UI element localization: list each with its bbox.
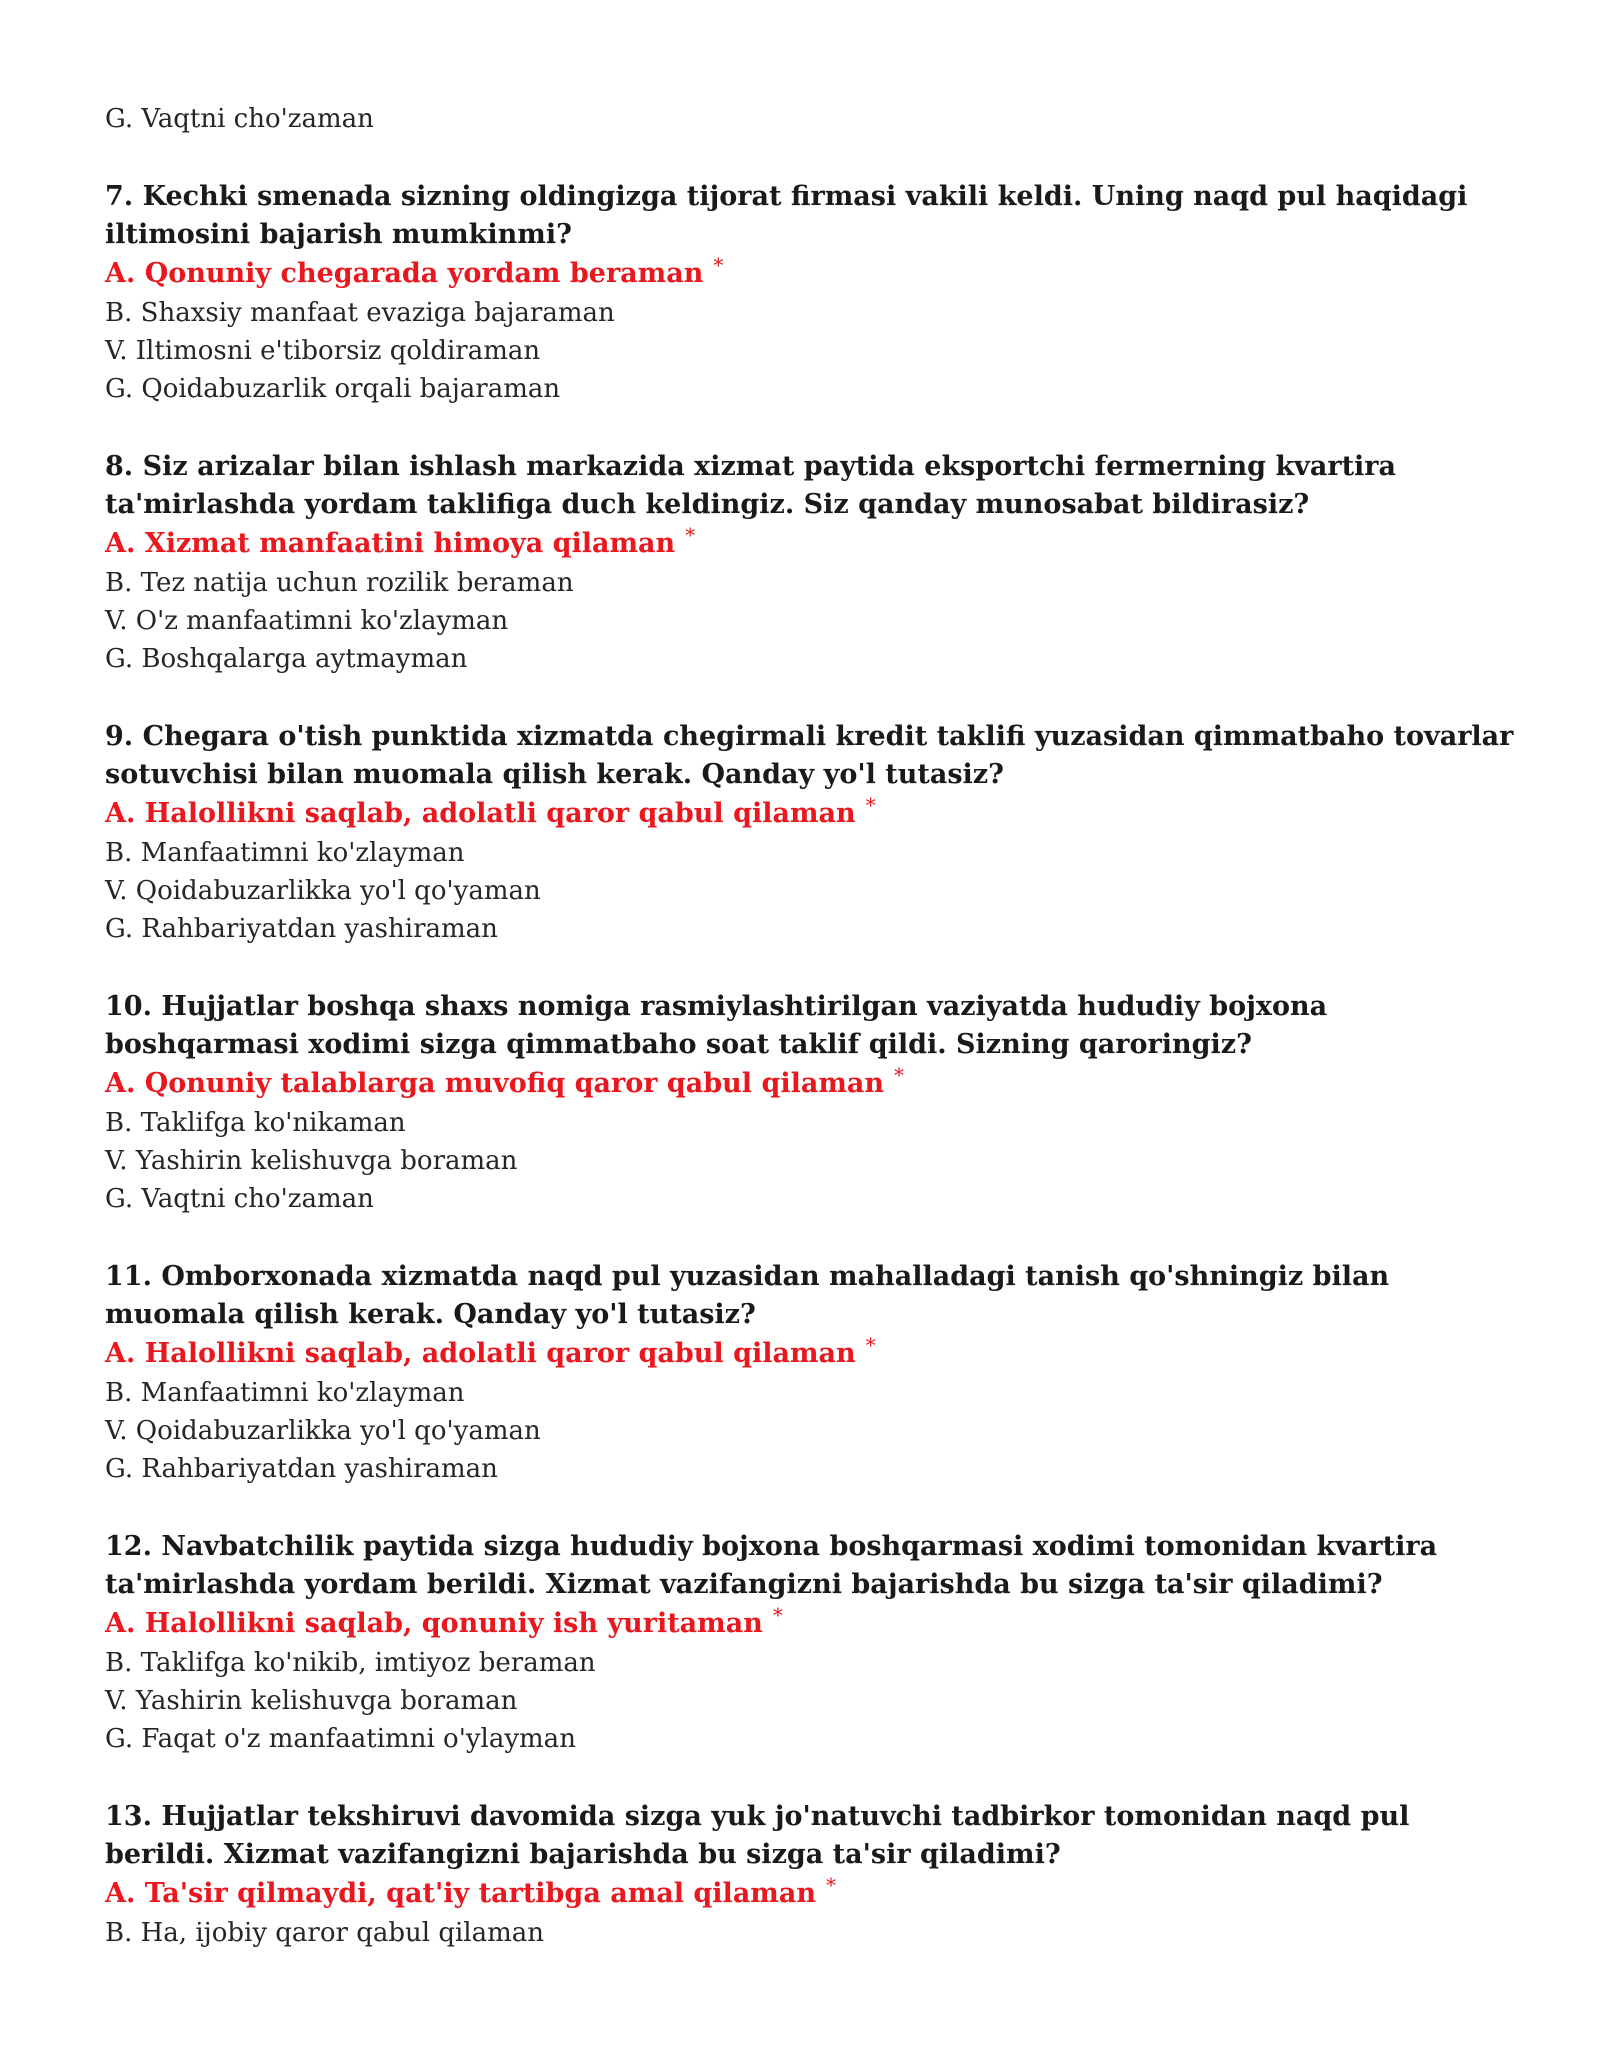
- correct-answer-text: A. Ta'sir qilmaydi, qat'iy tartibga amal qilaman: [105, 1878, 817, 1909]
- question-block: [105, 718, 1515, 948]
- answer-option: G. Vaqtni cho'zaman: [105, 1184, 374, 1214]
- answer-option: B. Manfaatimni ko'zlayman: [105, 838, 465, 868]
- question-block: [105, 1798, 1515, 1952]
- question-block: [105, 448, 1515, 678]
- correct-answer-text: A. Xizmat manfaatini himoya qilaman: [105, 528, 676, 559]
- answer-option: B. Ha, ijobiy qaror qabul qilaman: [105, 1918, 544, 1948]
- answer-option: V. Yashirin kelishuvga boraman: [105, 1146, 518, 1176]
- answer-option: V. Qoidabuzarlikka yo'l qo'yaman: [105, 876, 541, 906]
- question-block: [105, 178, 1515, 408]
- correct-answer: [105, 254, 1515, 294]
- question-text: 12. Navbatchilik paytida sizga hududiy bojxona boshqarmasi xodimi tomonidan kvartira ta'mirlashda yordam berildi. Xizmat vazifangizni bajarishda bu sizga ta'sir qiladimi?: [105, 1531, 1438, 1600]
- correct-answer: [105, 1064, 1515, 1104]
- answer-option: B. Taklifga ko'nikib, imtiyoz beraman: [105, 1648, 596, 1678]
- correct-mark: *: [826, 1873, 837, 1897]
- correct-answer: [105, 524, 1515, 564]
- question-block: [105, 1528, 1515, 1758]
- correct-mark: *: [772, 1603, 783, 1627]
- answer-option: G. Faqat o'z manfaatimni o'ylayman: [105, 1724, 576, 1754]
- correct-mark: *: [865, 1333, 876, 1357]
- correct-mark: *: [894, 1063, 905, 1087]
- option-g: G. Vaqtni cho'zaman: [105, 104, 374, 134]
- correct-answer-text: A. Qonuniy talablarga muvofiq qaror qabul qilaman: [105, 1068, 885, 1099]
- answer-option: G. Rahbariyatdan yashiraman: [105, 914, 498, 944]
- answer-option: V. Yashirin kelishuvga boraman: [105, 1686, 518, 1716]
- answer-option: G. Rahbariyatdan yashiraman: [105, 1454, 498, 1484]
- question-text: 10. Hujjatlar boshqa shaxs nomiga rasmiylashtirilgan vaziyatda hududiy bojxona boshqarmasi xodimi sizga qimmatbaho soat taklif qildi. Sizning qaroringiz?: [105, 991, 1328, 1060]
- correct-mark: *: [685, 523, 696, 547]
- answer-option: B. Shaxsiy manfaat evaziga bajaraman: [105, 298, 615, 328]
- document-page: [105, 100, 1515, 1952]
- question-list: [105, 178, 1515, 1952]
- correct-answer-text: A. Qonuniy chegarada yordam beraman: [105, 258, 704, 289]
- answer-option: B. Manfaatimni ko'zlayman: [105, 1378, 465, 1408]
- correct-mark: *: [865, 793, 876, 817]
- question-text: 13. Hujjatlar tekshiruvi davomida sizga yuk jo'natuvchi tadbirkor tomonidan naqd pul berildi. Xizmat vazifangizni bajarishda bu sizga ta'sir qiladimi?: [105, 1801, 1410, 1870]
- answer-option: B. Taklifga ko'nikaman: [105, 1108, 406, 1138]
- correct-answer-text: A. Halollikni saqlab, qonuniy ish yuritaman: [105, 1608, 763, 1639]
- question-text: 11. Omborxonada xizmatda naqd pul yuzasidan mahalladagi tanish qo'shningiz bilan muomala qilish kerak. Qanday yo'l tutasiz?: [105, 1261, 1390, 1330]
- correct-answer: [105, 1334, 1515, 1374]
- correct-mark: *: [713, 253, 724, 277]
- question-text: 7. Kechki smenada sizning oldingizga tijorat firmasi vakili keldi. Uning naqd pul haqidagi iltimosini bajarish mumkinmi?: [105, 181, 1468, 250]
- answer-option: V. O'z manfaatimni ko'zlayman: [105, 606, 509, 636]
- answer-option: G. Qoidabuzarlik orqali bajaraman: [105, 374, 561, 404]
- question-text: 9. Chegara o'tish punktida xizmatda chegirmali kredit taklifi yuzasidan qimmatbaho tovarlar sotuvchisi bilan muomala qilish kerak. Qanday yo'l tutasiz?: [105, 721, 1514, 790]
- answer-option: G. Boshqalarga aytmayman: [105, 644, 468, 674]
- question-text: 8. Siz arizalar bilan ishlash markazida xizmat paytida eksportchi fermerning kvartira ta'mirlashda yordam taklifiga duch keldingiz. Siz qanday munosabat bildirasiz?: [105, 451, 1397, 520]
- correct-answer: [105, 1874, 1515, 1914]
- question-block: [105, 1258, 1515, 1488]
- correct-answer: [105, 794, 1515, 834]
- answer-option: V. Iltimosni e'tiborsiz qoldiraman: [105, 336, 541, 366]
- correct-answer: [105, 1604, 1515, 1644]
- question-block: [105, 988, 1515, 1218]
- answer-option: B. Tez natija uchun rozilik beraman: [105, 568, 574, 598]
- correct-answer-text: A. Halollikni saqlab, adolatli qaror qabul qilaman: [105, 798, 856, 829]
- correct-answer-text: A. Halollikni saqlab, adolatli qaror qabul qilaman: [105, 1338, 856, 1369]
- answer-option: V. Qoidabuzarlikka yo'l qo'yaman: [105, 1416, 541, 1446]
